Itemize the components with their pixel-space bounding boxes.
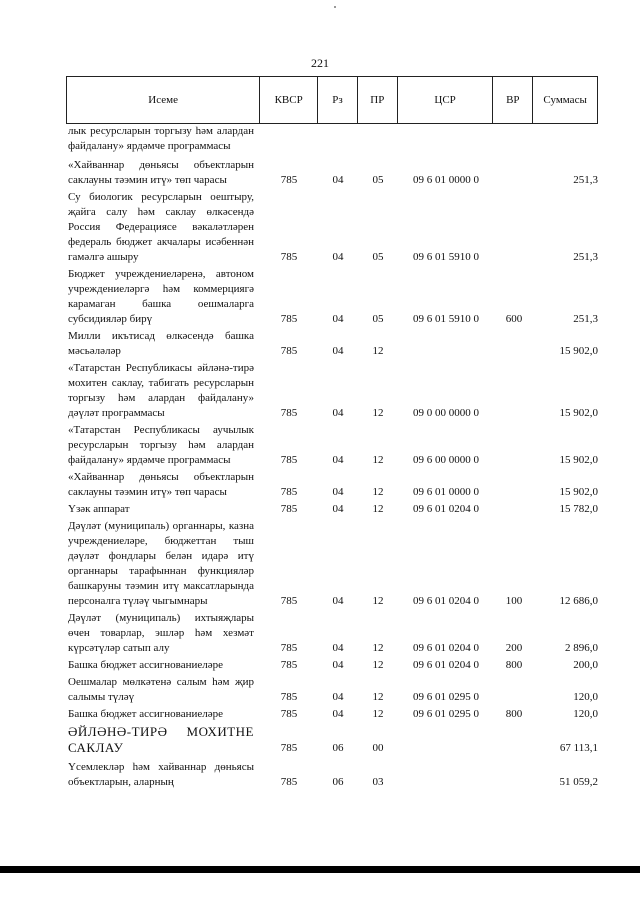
cell-kvsr: 785: [280, 691, 298, 703]
cell-name: Үзәк аппарат: [68, 503, 130, 515]
table-body: [68, 124, 598, 790]
header-csr: ЦСР: [398, 77, 494, 123]
cell-rz: 04: [332, 503, 344, 515]
header-sum: Суммасы: [543, 94, 587, 106]
header-kvsr: КВСР: [260, 77, 318, 123]
cell-name: «Хайваннар дөньясы объектларын саклауны тәэмин итү» төп чарасы: [68, 471, 254, 498]
cell-csr: 09 0 00 0000 0: [413, 407, 479, 419]
cell-sum: 251,3: [573, 313, 598, 325]
table-row: [68, 158, 598, 188]
cell-sum: 12 686,0: [559, 595, 598, 607]
scan-bottom-border: [0, 866, 640, 873]
table-row: [68, 675, 598, 705]
header-vr: ВР: [493, 77, 533, 123]
cell-vr: 100: [505, 595, 523, 607]
table-row: [68, 267, 598, 327]
cell-sum: 120,0: [573, 691, 598, 703]
table-row: [68, 502, 598, 517]
cell-name: Үсемлекләр һәм хайваннар дөньясы объектларын, аларның: [68, 761, 254, 788]
table-row: [68, 470, 598, 500]
cell-kvsr: 785: [280, 642, 298, 654]
cell-name: «Татарстан Республикасы әйләнә-тирә мохитен саклау, табигать ресурсларын торгызу һәм алардан файдалану» дәүләт программасы: [68, 362, 254, 419]
table-header: [66, 76, 598, 124]
cell-pr: 05: [372, 251, 384, 263]
cell-csr: 09 6 01 0295 0: [413, 691, 479, 703]
cell-pr: 12: [372, 708, 384, 720]
cell-name: ӘЙЛӘНӘ-ТИРӘ МОХИТНЕ САКЛАУ: [68, 724, 254, 755]
cell-sum: 251,3: [573, 174, 598, 186]
cell-vr: 600: [505, 313, 523, 325]
cell-sum: 251,3: [573, 251, 598, 263]
scan-dot: [334, 6, 336, 8]
cell-rz: 04: [332, 345, 344, 357]
cell-pr: 12: [372, 345, 384, 357]
cell-kvsr: 785: [280, 486, 298, 498]
cell-name: лык ресурсларын торгызу һәм алардан файдалану» ярдәмче программасы: [68, 125, 254, 152]
table-row: [68, 190, 598, 265]
cell-vr: 800: [505, 659, 523, 671]
table-row: [68, 658, 598, 673]
cell-name: Башка бюджет ассигнованиеләре: [68, 708, 223, 720]
cell-csr: 09 6 01 0000 0: [413, 174, 479, 186]
cell-kvsr: 785: [280, 503, 298, 515]
cell-name: Су биологик ресурсларын оештыру, җайга салу һәм саклау өлкәсендә Россия Федерациясе вәкаләтләрен федераль бюджет акчалары исәбеннән гамәлгә ашыру: [68, 191, 254, 263]
table-row: [68, 361, 598, 421]
cell-pr: 12: [372, 454, 384, 466]
cell-name: «Хайваннар дөньясы объектларын саклауны тәэмин итү» төп чарасы: [68, 159, 254, 186]
table-row: [68, 423, 598, 468]
header-rz: Рз: [318, 77, 358, 123]
header-pr: ПР: [358, 77, 398, 123]
cell-sum: 67 113,1: [559, 742, 598, 754]
table-row: [68, 724, 598, 756]
cell-sum: 51 059,2: [559, 776, 598, 788]
cell-csr: 09 6 01 0295 0: [413, 708, 479, 720]
cell-kvsr: 785: [280, 174, 298, 186]
cell-name: «Татарстан Республикасы аучылык ресурсларын торгызу һәм алардан файдалану» ярдәмче программасы: [68, 424, 254, 466]
cell-rz: 04: [332, 251, 344, 263]
cell-sum: 15 902,0: [559, 486, 598, 498]
cell-name: Башка бюджет ассигнованиеләре: [68, 659, 223, 671]
cell-kvsr: 785: [280, 659, 298, 671]
cell-rz: 04: [332, 691, 344, 703]
cell-kvsr: 785: [280, 313, 298, 325]
cell-csr: 09 6 01 0204 0: [413, 642, 479, 654]
cell-rz: 06: [332, 776, 344, 788]
cell-csr: 09 6 01 0204 0: [413, 659, 479, 671]
cell-pr: 05: [372, 174, 384, 186]
cell-rz: 04: [332, 642, 344, 654]
cell-vr: 800: [505, 708, 523, 720]
cell-csr: 09 6 01 0204 0: [413, 503, 479, 515]
cell-rz: 04: [332, 708, 344, 720]
page-number: 221: [311, 56, 329, 70]
cell-rz: 04: [332, 407, 344, 419]
cell-kvsr: 785: [280, 708, 298, 720]
cell-pr: 12: [372, 486, 384, 498]
cell-kvsr: 785: [280, 776, 298, 788]
cell-pr: 03: [372, 776, 384, 788]
cell-sum: 15 902,0: [559, 345, 598, 357]
header-name: Исеме: [67, 77, 260, 123]
cell-pr: 12: [372, 642, 384, 654]
cell-sum: 2 896,0: [565, 642, 598, 654]
cell-kvsr: 785: [280, 345, 298, 357]
cell-pr: 12: [372, 691, 384, 703]
cell-kvsr: 785: [280, 742, 298, 754]
cell-csr: 09 6 01 5910 0: [413, 313, 479, 325]
cell-rz: 06: [332, 742, 344, 754]
cell-pr: 05: [372, 313, 384, 325]
cell-sum: 15 902,0: [559, 454, 598, 466]
cell-rz: 04: [332, 174, 344, 186]
cell-csr: 09 6 01 0000 0: [413, 486, 479, 498]
table-row: [68, 611, 598, 656]
cell-rz: 04: [332, 454, 344, 466]
cell-pr: 00: [372, 742, 384, 754]
table-row: [68, 760, 598, 790]
cell-csr: 09 6 00 0000 0: [413, 454, 479, 466]
cell-pr: 12: [372, 407, 384, 419]
cell-sum: 120,0: [573, 708, 598, 720]
cell-kvsr: 785: [280, 454, 298, 466]
table-row: [68, 329, 598, 359]
cell-rz: 04: [332, 659, 344, 671]
cell-vr: 200: [505, 642, 523, 654]
cell-rz: 04: [332, 313, 344, 325]
cell-rz: 04: [332, 486, 344, 498]
table-row: [68, 519, 598, 609]
cell-csr: 09 6 01 5910 0: [413, 251, 479, 263]
cell-sum: 15 782,0: [559, 503, 598, 515]
cell-kvsr: 785: [280, 251, 298, 263]
cell-sum: 15 902,0: [559, 407, 598, 419]
cell-pr: 12: [372, 595, 384, 607]
cell-csr: 09 6 01 0204 0: [413, 595, 479, 607]
cell-name: Милли икътисад өлкәсендә башка мәсьәләләр: [68, 330, 254, 357]
cell-kvsr: 785: [280, 407, 298, 419]
cell-name: Дәүләт (муниципаль) органнары, казна учреждениеләре, бюджеттан тыш дәүләт фондлары белән идарә итү органнары тарафыннан функцияләр башкаруны тәэмин итү максатларында персоналга түләү чыгымнары: [68, 520, 254, 607]
table-row: [68, 707, 598, 722]
cell-kvsr: 785: [280, 595, 298, 607]
cell-name: Дәүләт (муниципаль) ихтыяҗлары өчен товарлар, эшләр һәм хезмәт күрсәтүләр сатып алу: [68, 612, 254, 654]
cell-pr: 12: [372, 503, 384, 515]
table-row: [68, 124, 598, 154]
cell-name: Оешмалар мөлкәтенә салым һәм җир салымы түләү: [68, 676, 254, 703]
cell-pr: 12: [372, 659, 384, 671]
cell-sum: 200,0: [573, 659, 598, 671]
cell-name: Бюджет учреждениеләренә, автоном учреждениеләргә һәм коммерциягә карамаган башка оешмаларга субсидияләр бирү: [68, 268, 254, 325]
cell-rz: 04: [332, 595, 344, 607]
